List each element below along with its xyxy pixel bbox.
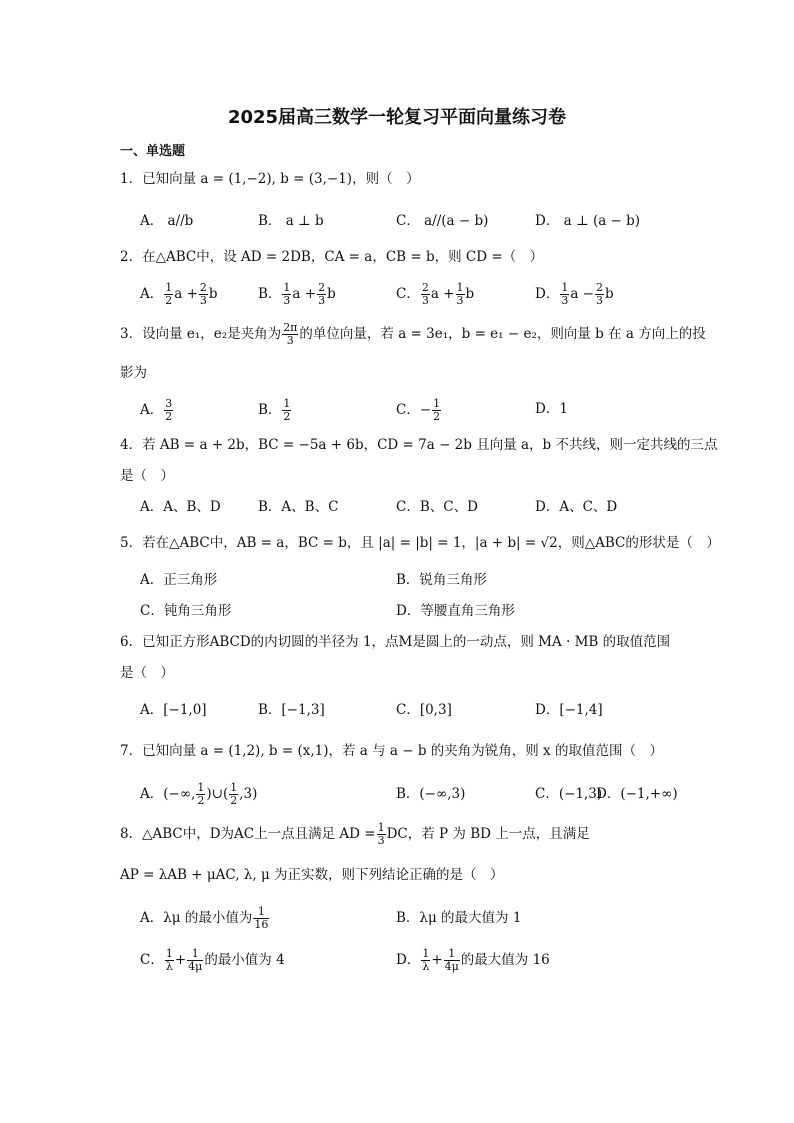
option-label: A．	[140, 402, 164, 418]
q8-option-d[interactable]	[396, 948, 550, 973]
numerator: 1	[422, 947, 430, 960]
fraction	[456, 282, 465, 307]
q2-option-d[interactable]	[535, 282, 614, 307]
fraction	[560, 282, 569, 307]
question-1-stem: 1．已知向量 a = (1,−2), b = (3,−1)，则（ ）	[120, 171, 420, 187]
option-label: C．−	[396, 402, 432, 418]
q1-option-c[interactable]: C． a//(a − b)	[396, 213, 489, 229]
q2-option-c[interactable]	[396, 282, 474, 307]
q4-option-c[interactable]: C．B、C、D	[396, 499, 478, 515]
fraction	[282, 322, 298, 347]
fraction	[444, 948, 460, 973]
numerator: 2	[595, 281, 603, 294]
q4-option-b[interactable]: B．A、B、C	[258, 499, 339, 515]
question-6-stem-cont: 是（ ）	[120, 665, 174, 681]
option-text: 的最小值为 4	[204, 952, 285, 968]
option-text: b	[208, 286, 218, 302]
option-label: B．	[258, 402, 282, 418]
denominator: 2	[165, 410, 173, 423]
question-5-stem: 5．若在△ABC中，AB = a，BC = b，且 |a| = |b| = 1，|a + b| = √2，则△ABC的形状是（ ）	[120, 535, 720, 551]
numerator: 1	[230, 781, 238, 794]
fraction	[595, 282, 604, 307]
option-label: B．	[258, 286, 282, 302]
q8-option-b[interactable]: B．λμ 的最大值为 1	[396, 910, 522, 926]
denominator: 4μ	[444, 960, 459, 973]
option-text: ,3)	[239, 786, 258, 802]
fraction	[421, 948, 430, 973]
denominator: 3	[283, 294, 291, 307]
denominator: 2	[283, 410, 291, 423]
q7-option-c[interactable]: C．(−1,3)	[535, 786, 603, 802]
question-7-stem: 7．已知向量 a = (1,2), b = (x,1)，若 a 与 a − b 的夹角为锐角，则 x 的取值范围（ ）	[120, 743, 663, 759]
q7-option-b[interactable]: B．(−∞,3)	[396, 786, 466, 802]
q8-option-c[interactable]	[140, 948, 285, 973]
fraction	[196, 782, 205, 807]
denominator: 3	[286, 334, 294, 347]
q7-option-d[interactable]: D．(−1,+∞)	[596, 786, 678, 802]
fraction	[199, 282, 208, 307]
fraction	[164, 398, 173, 423]
option-label: D．	[535, 286, 560, 302]
q6-option-c[interactable]: C．[0,3]	[396, 702, 452, 718]
denominator: 2	[230, 794, 238, 807]
fraction	[253, 906, 269, 931]
q5-option-a[interactable]: A．正三角形	[140, 572, 218, 588]
stem-text: 3．设向量 e₁，e₂是夹角为	[120, 326, 282, 342]
stem-text: DC，若 P 为 BD 上一点，且满足	[386, 826, 590, 842]
q3-option-c[interactable]	[396, 398, 442, 423]
question-6-stem: 6．已知正方形ABCD的内切圆的半径为 1，点M是圆上的一动点，则 MA · MB 的取值范围	[120, 634, 671, 650]
option-label: C．	[140, 952, 164, 968]
fraction	[432, 398, 441, 423]
numerator: 1	[433, 397, 441, 410]
q3-option-d[interactable]: D．1	[535, 401, 568, 417]
q3-option-b[interactable]	[258, 398, 292, 423]
numerator: 1	[253, 906, 269, 919]
q5-option-d[interactable]: D．等腰直角三角形	[396, 603, 515, 619]
numerator: 1	[444, 948, 460, 961]
section-heading: 一、单选题	[120, 144, 186, 159]
option-text: 的最大值为 16	[460, 952, 550, 968]
question-4-stem: 4．若 AB = a + 2b，BC = −5a + 6b，CD = 7a − 2b 且向量 a，b 不共线，则一定共线的三点	[120, 437, 718, 453]
denominator: 16	[254, 918, 269, 931]
option-label: A．(−∞,	[140, 786, 196, 802]
q6-option-b[interactable]: B．[−1,3]	[258, 702, 325, 718]
denominator: 4μ	[188, 960, 203, 973]
stem-text: 的单位向量，若 a = 3e₁，b = e₁ − e₂，则向量 b 在 a 方向上的投	[299, 326, 706, 342]
fraction	[421, 282, 430, 307]
numerator: 1	[456, 281, 464, 294]
question-8-stem	[120, 822, 590, 847]
numerator: 2	[318, 281, 326, 294]
numerator: 2π	[283, 321, 298, 334]
q2-option-b[interactable]	[258, 282, 336, 307]
option-text: b	[465, 286, 475, 302]
numerator: 1	[165, 281, 173, 294]
option-text: a −	[570, 286, 594, 302]
fraction	[377, 822, 386, 847]
q6-option-a[interactable]: A．[−1,0]	[140, 702, 207, 718]
option-text: a +	[430, 286, 455, 302]
q1-option-a[interactable]: A． a//b	[140, 213, 194, 229]
q5-option-b[interactable]: B．锐角三角形	[396, 572, 487, 588]
q3-option-a[interactable]	[140, 398, 174, 423]
fraction	[317, 282, 326, 307]
option-label: A．λμ 的最小值为	[140, 910, 253, 926]
numerator: 1	[197, 781, 205, 794]
numerator: 1	[283, 397, 291, 410]
denominator: 3	[318, 294, 326, 307]
fraction	[282, 398, 291, 423]
denominator: 2	[433, 410, 441, 423]
fraction	[187, 948, 203, 973]
numerator: 3	[165, 397, 173, 410]
denominator: λ	[165, 960, 173, 973]
denominator: 3	[199, 294, 207, 307]
question-2-stem: 2．在△ABC中，设 AD = 2DB，CA = a，CB = b，则 CD =（ ）	[120, 249, 544, 265]
q7-option-a[interactable]	[140, 782, 257, 807]
option-text: +	[431, 952, 443, 968]
page-title: 2025届高三数学一轮复习平面向量练习卷	[227, 107, 567, 128]
fraction	[165, 948, 174, 973]
numerator: 1	[377, 821, 385, 834]
option-text: )∪(	[206, 786, 229, 802]
option-label: D．	[396, 952, 421, 968]
denominator: 3	[456, 294, 464, 307]
q1-option-b[interactable]: B． a ⊥ b	[258, 213, 324, 229]
question-8-stem-cont: AP = λAB + μAC, λ, μ 为正实数，则下列结论正确的是（ ）	[120, 867, 504, 883]
numerator: 1	[187, 948, 203, 961]
option-text: b	[604, 286, 614, 302]
stem-text: 8．△ABC中，D为AC上一点且满足 AD =	[120, 826, 376, 842]
question-3-stem	[120, 322, 706, 347]
option-text: a +	[292, 286, 317, 302]
option-text: +	[174, 952, 187, 968]
denominator: 2	[197, 794, 205, 807]
q1-option-d[interactable]: D． a ⊥ (a − b)	[535, 213, 641, 229]
fraction	[164, 282, 173, 307]
denominator: 3	[421, 294, 429, 307]
q8-option-a[interactable]	[140, 906, 270, 931]
question-3-stem-cont: 影为	[120, 365, 147, 381]
fraction	[229, 782, 238, 807]
q4-option-a[interactable]: A．A、B、D	[140, 499, 221, 515]
denominator: λ	[422, 960, 430, 973]
denominator: 2	[165, 294, 173, 307]
option-label: C．	[396, 286, 420, 302]
numerator: 1	[283, 281, 291, 294]
q2-option-a[interactable]	[140, 282, 218, 307]
numerator: 2	[199, 281, 207, 294]
numerator: 1	[165, 947, 173, 960]
numerator: 1	[561, 281, 569, 294]
numerator: 2	[421, 281, 429, 294]
denominator: 3	[561, 294, 569, 307]
q4-option-d[interactable]: D．A、C、D	[535, 499, 618, 515]
q5-option-c[interactable]: C．钝角三角形	[140, 603, 232, 619]
option-text: b	[327, 286, 336, 302]
fraction	[282, 282, 291, 307]
option-label: A．	[140, 286, 164, 302]
denominator: 3	[595, 294, 603, 307]
q6-option-d[interactable]: D．[−1,4]	[535, 702, 603, 718]
question-4-stem-cont: 是（ ）	[120, 468, 174, 484]
denominator: 3	[377, 834, 385, 847]
option-text: a +	[174, 286, 198, 302]
